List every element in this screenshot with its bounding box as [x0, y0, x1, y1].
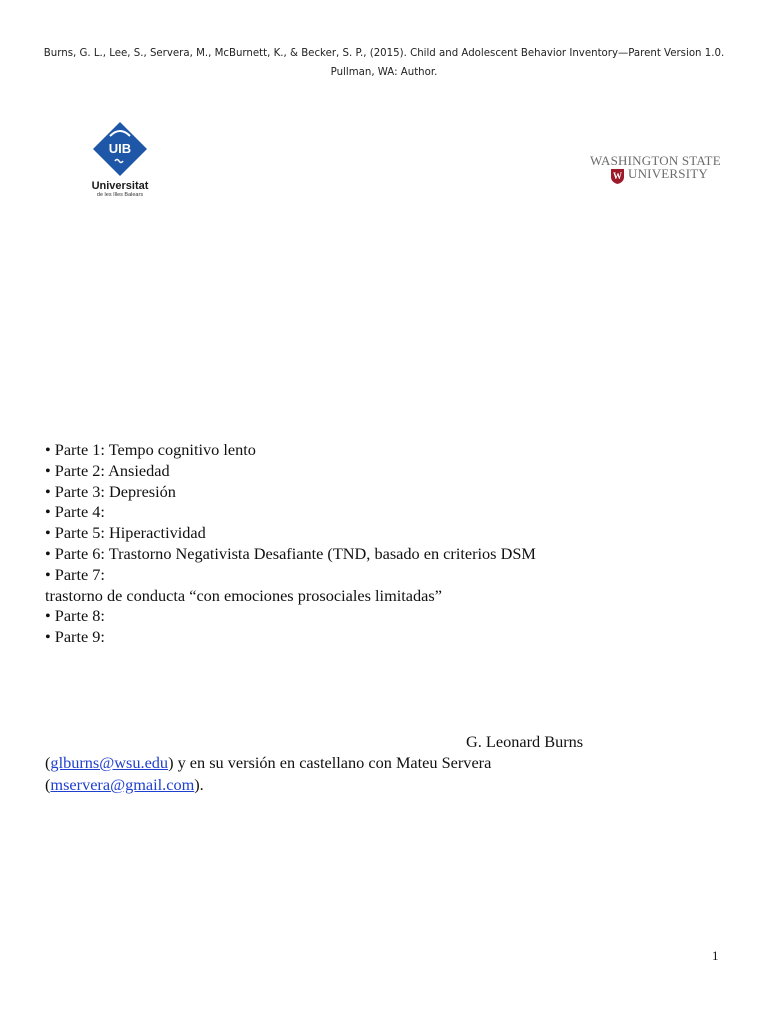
- page-number: 1: [712, 948, 719, 963]
- uib-subtitle: de les Illes Balears: [96, 192, 144, 198]
- uib-diamond-badge: [88, 120, 152, 180]
- paren-open: (: [45, 775, 51, 794]
- contact-text: ) y en su versión en castellano con Mateu Servera: [168, 753, 492, 772]
- email-link-mservera[interactable]: mservera@gmail.com: [50, 775, 195, 794]
- contact-line-2: [45, 774, 491, 796]
- wsu-crest-icon: [610, 168, 625, 185]
- contact-line-1: [45, 752, 491, 774]
- part-item: • Parte 1: Tempo cognitivo lento: [45, 440, 256, 459]
- citation-header: [0, 44, 768, 82]
- part-item: • Parte 9:: [45, 627, 105, 647]
- part-item: trastorno de conducta “con emociones prosociales limitadas”: [45, 585, 442, 605]
- citation-line-1: Burns, G. L., Lee, S., Servera, M., McBurnett, K., & Becker, S. P., (2015). Child and Adolescent Behavior Inventory—Parent Version 1.0.: [43, 48, 725, 59]
- paren-open: (: [45, 753, 51, 772]
- uib-logo: [88, 120, 152, 204]
- parts-list: [45, 440, 745, 648]
- uib-badge-text: UIB: [108, 141, 132, 156]
- part-item: • Parte 6: Trastorno Negativista Desafiante (TND, basado en criterios DSM: [45, 543, 536, 563]
- part-item: • Parte 8:: [45, 606, 105, 626]
- part-item: • Parte 3: Depresión: [45, 481, 176, 501]
- uib-name: Universitat: [91, 180, 149, 192]
- part-item: • Parte 7:: [45, 564, 105, 584]
- wsu-logo: [588, 153, 721, 193]
- contact-info: [45, 752, 491, 796]
- part-item: • Parte 5: Hiperactividad: [45, 523, 206, 543]
- part-item: • Parte 2: Ansiedad: [45, 460, 170, 480]
- wsu-name-line-1: WASHINGTON STATE: [590, 153, 721, 168]
- citation-line-2: Pullman, WA: Author.: [330, 67, 438, 78]
- paren-close: ).: [194, 775, 204, 794]
- author-name: G. Leonard Burns: [466, 732, 584, 751]
- wsu-name-line-2: UNIVERSITY: [628, 166, 708, 181]
- email-link-glburns[interactable]: glburns@wsu.edu: [50, 753, 169, 772]
- part-item: • Parte 4:: [45, 502, 105, 522]
- svg-text:W: W: [613, 171, 622, 181]
